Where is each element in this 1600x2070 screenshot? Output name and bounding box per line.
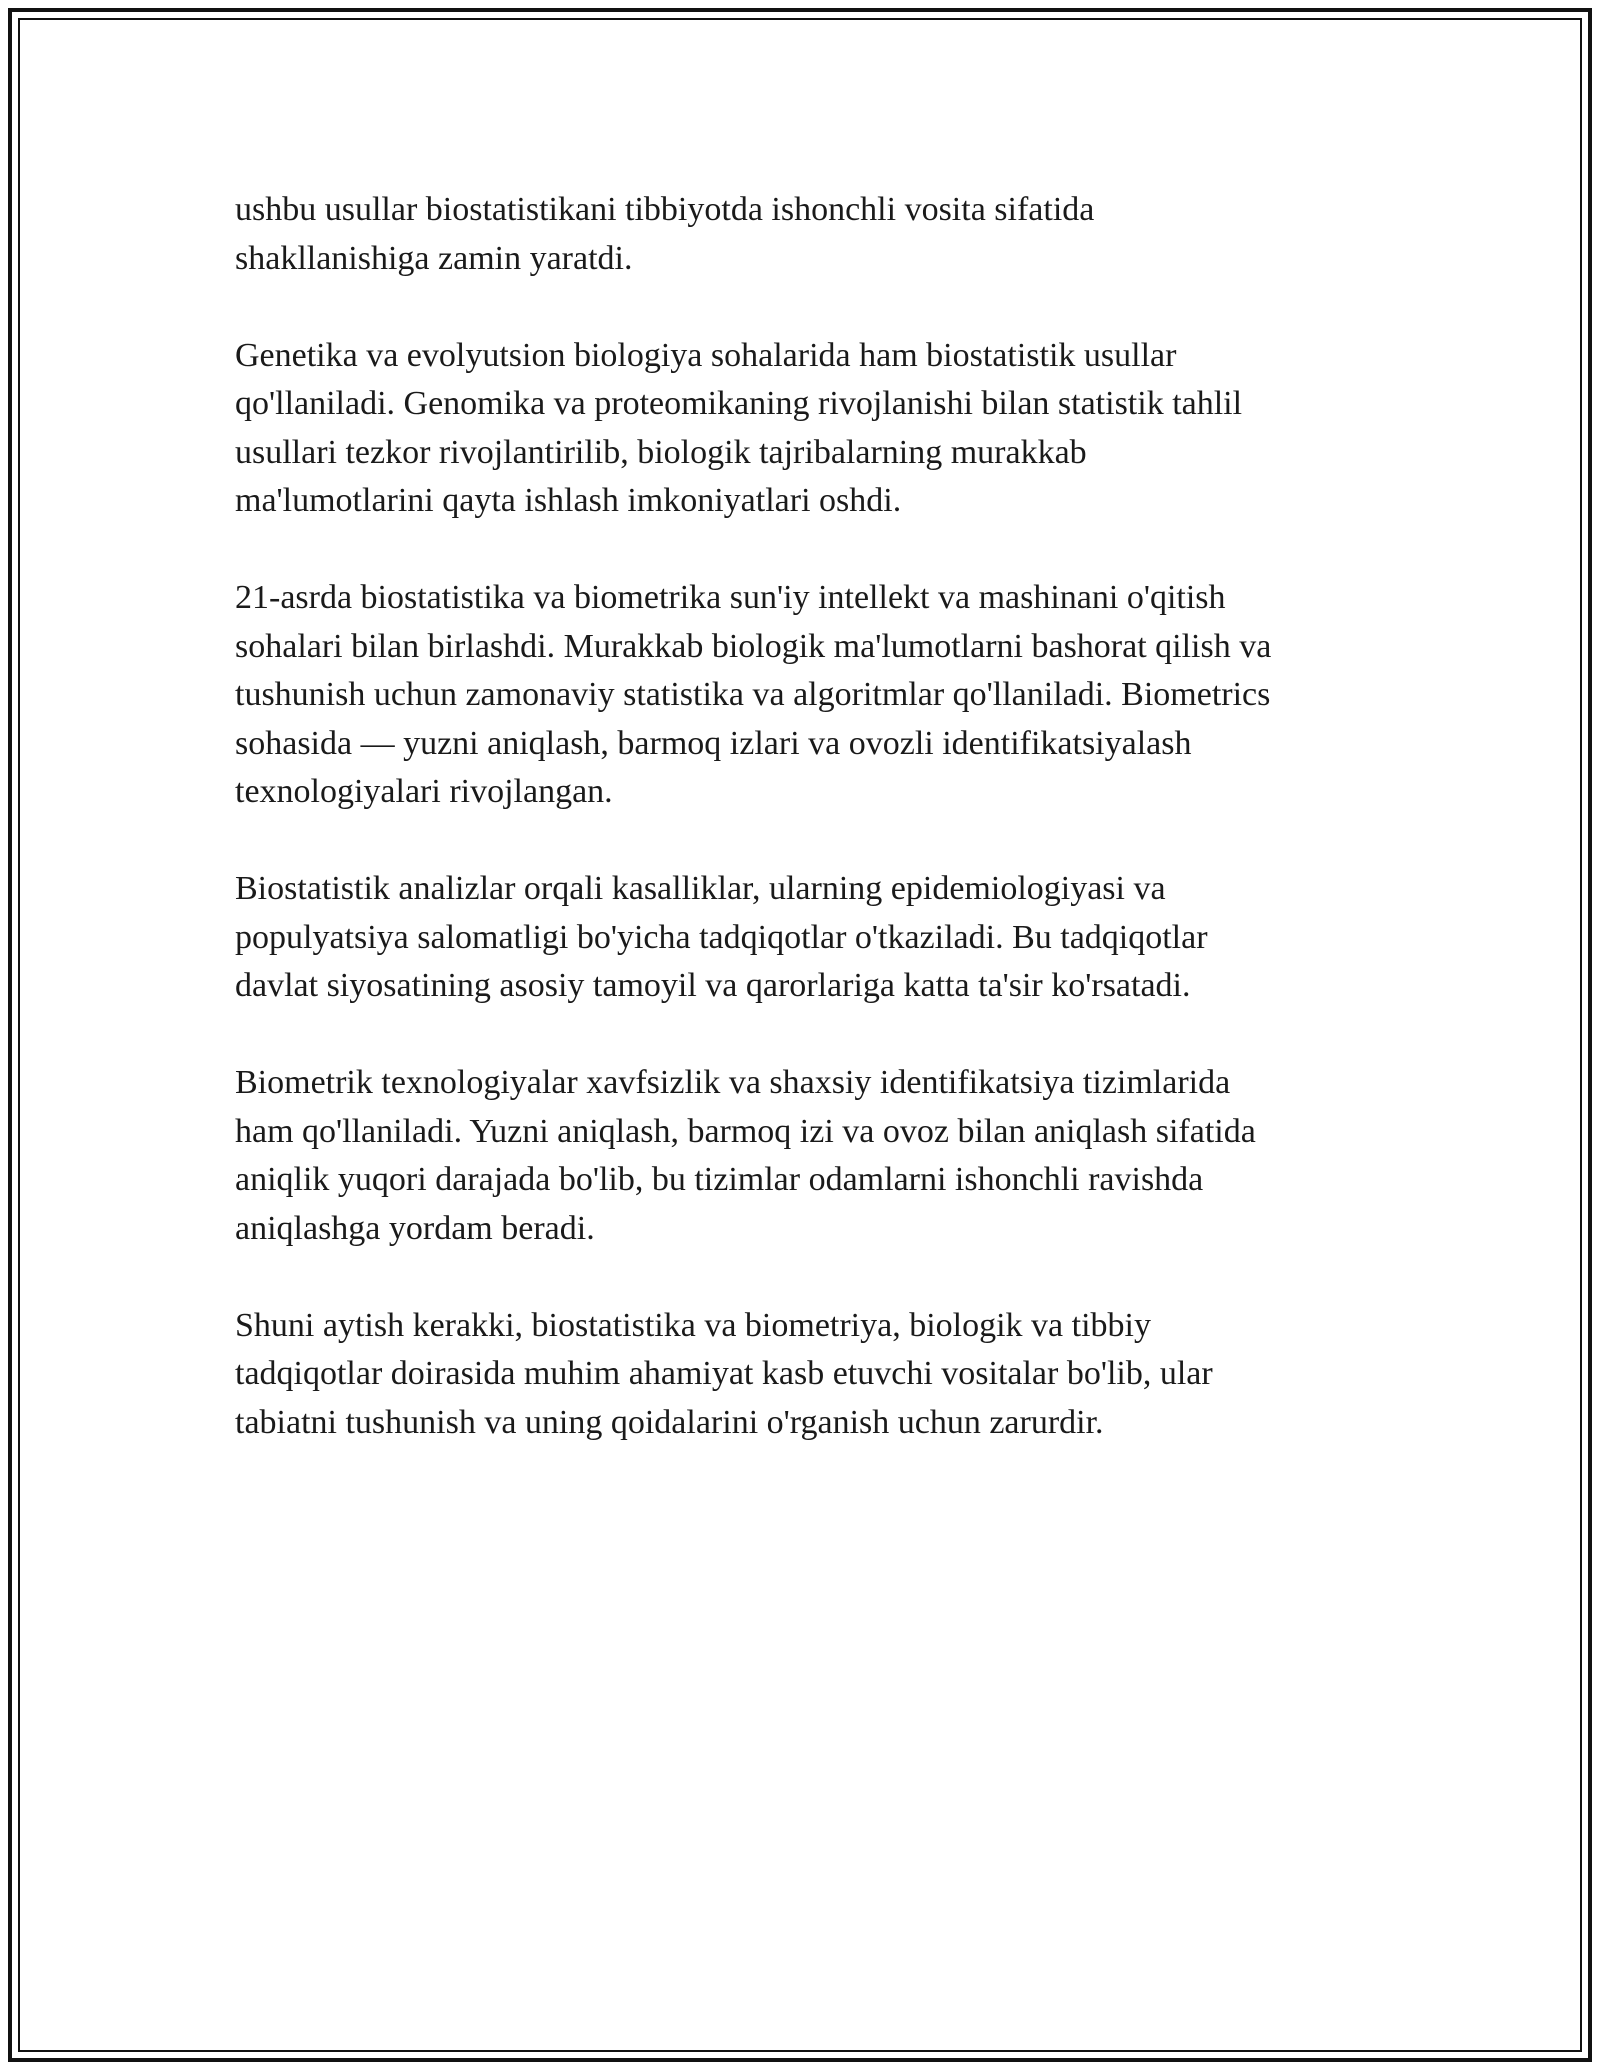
text-line: qo'llaniladi. Genomika va proteomikaning rivojlanishi bilan statistik tahlil: [235, 385, 1243, 422]
text-line: populyatsiya salomatligi bo'yicha tadqiqotlar o'tkaziladi. Bu tadqiqotlar: [235, 918, 1208, 956]
text-line: usullari tezkor rivojlantirilib, biologik tajribalarning murakkab: [235, 433, 1087, 471]
text-line: 21-asrda biostatistika va biometrika sun'iy intellekt va mashinani o'qitish: [235, 579, 1226, 616]
text-line: aniqlashga yordam beradi.: [235, 1209, 595, 1247]
paragraph-3: [235, 574, 1375, 817]
text-line: texnologiyalari rivojlangan.: [235, 773, 613, 810]
text-line: tadqiqotlar doirasida muhim ahamiyat kasb etuvchi vositalar bo'lib, ular: [235, 1355, 1213, 1392]
text-line: shakllanishiga zamin yaratdi.: [235, 239, 633, 277]
text-line: tushunish uchun zamonaviy statistika va algoritmlar qo'llaniladi. Biometrics: [235, 676, 1271, 713]
text-line: Biostatistik analizlar orqali kasalliklar, ularning epidemiologiyasi va: [235, 870, 1166, 907]
text-line: aniqlik yuqori darajada bo'lib, bu tizimlar odamlarni ishonchli ravishda: [235, 1161, 1204, 1198]
text-line: davlat siyosatining asosiy tamoyil va qarorlariga katta ta'sir ko'rsatadi.: [235, 967, 1191, 1004]
text-line: Genetika va evolyutsion biologiya sohalarida ham biostatistik usullar: [235, 336, 1177, 374]
text-line: sohalari bilan birlashdi. Murakkab biologik ma'lumotlarni bashorat qilish va: [235, 627, 1272, 665]
text-line: Biometrik texnologiyalar xavfsizlik va shaxsiy identifikatsiya tizimlarida: [235, 1064, 1231, 1101]
paragraph-2: [235, 332, 1375, 526]
document-body: [235, 186, 1375, 1496]
paragraph-5: [235, 1059, 1375, 1253]
text-line: ma'lumotlarini qayta ishlash imkoniyatlari oshdi.: [235, 482, 902, 519]
text-line: sohasida — yuzni aniqlash, barmoq izlari va ovozli identifikatsiyalash: [235, 724, 1192, 762]
text-line: Shuni aytish kerakki, biostatistika va biometriya, biologik va tibbiy: [235, 1306, 1151, 1344]
text-line: tabiatni tushunish va uning qoidalarini o'rganish uchun zarurdir.: [235, 1403, 1104, 1441]
text-line: ushbu usullar biostatistikani tibbiyotda ishonchli vosita sifatida: [235, 191, 1095, 228]
paragraph-1: [235, 186, 1375, 283]
paragraph-4: [235, 865, 1375, 1011]
paragraph-6: [235, 1302, 1375, 1448]
text-line: ham qo'llaniladi. Yuzni aniqlash, barmoq izi va ovoz bilan aniqlash sifatida: [235, 1112, 1256, 1150]
